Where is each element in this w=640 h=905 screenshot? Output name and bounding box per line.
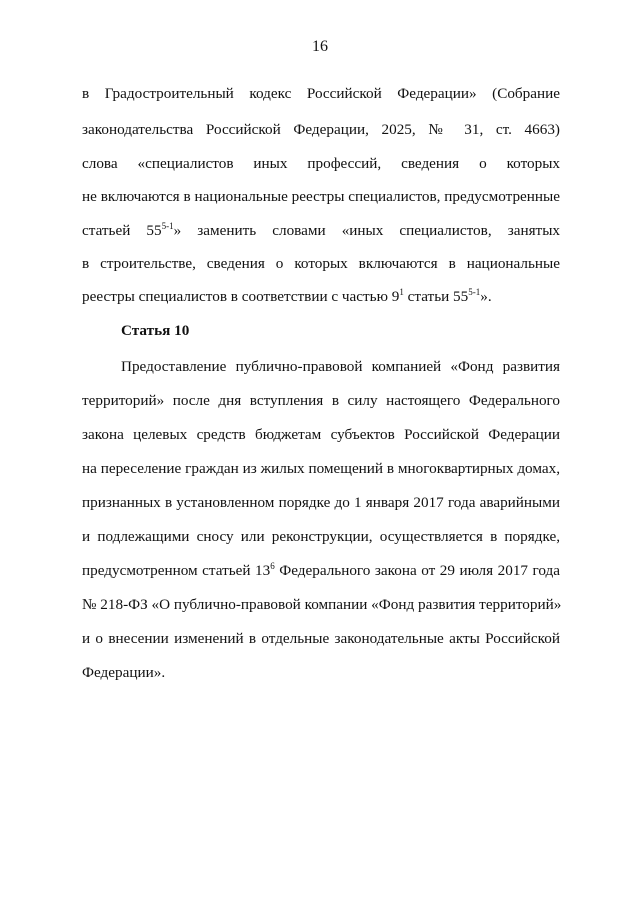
text-line (82, 221, 560, 241)
text-fragment: Федерального закона от 29 июля 2017 года (274, 562, 560, 579)
text-line: и подлежащими сносу или реконструкции, осуществляется в порядке, (82, 528, 560, 545)
text-line: № 218-ФЗ «О публично-правовой компании «Фонд развития территорий» (82, 596, 562, 613)
text-line (82, 287, 560, 307)
superscript: 5-1 (468, 287, 481, 297)
page-number: 16 (312, 38, 328, 55)
text-line: Федерации». (82, 664, 166, 681)
text-line: Предоставление публично-правовой компанией «Фонд развития (121, 358, 560, 375)
text-line: в Градостроительный кодекс Российской Федерации» (Собрание (82, 85, 560, 102)
text-line: территорий» после дня вступления в силу настоящего Федерального (82, 392, 560, 409)
text-line: и о внесении изменений в отдельные законодательные акты Российской (82, 630, 560, 647)
article-heading: Статья 10 (121, 322, 190, 339)
text-fragment: реестры специалистов в соответствии с частью 9 (82, 288, 400, 305)
text-line: не включаются в национальные реестры специалистов, предусмотренные (82, 188, 560, 205)
text-line: слова «специалистов иных профессий, сведения о которых (82, 155, 560, 172)
text-line: законодательства Российской Федерации, 2025, № 31, ст. 4663) (82, 121, 560, 138)
text-fragment: » заменить словами «иных специалистов, занятых (173, 222, 560, 239)
text-fragment: статьи 55 (403, 288, 469, 305)
text-fragment: статьей 55 (82, 222, 162, 239)
text-fragment: предусмотренном статьей 13 (82, 562, 271, 579)
text-fragment: ». (480, 288, 492, 305)
text-line: признанных в установленном порядке до 1 января 2017 года аварийными (82, 494, 560, 511)
superscript: 5-1 (161, 221, 174, 231)
text-line: в строительстве, сведения о которых включаются в национальные (82, 255, 560, 272)
text-line: на переселение граждан из жилых помещений в многоквартирных домах, (82, 460, 560, 477)
superscript: 6 (270, 561, 275, 571)
text-line (82, 561, 560, 581)
superscript: 1 (399, 287, 404, 297)
text-line: закона целевых средств бюджетам субъектов Российской Федерации (82, 426, 560, 443)
